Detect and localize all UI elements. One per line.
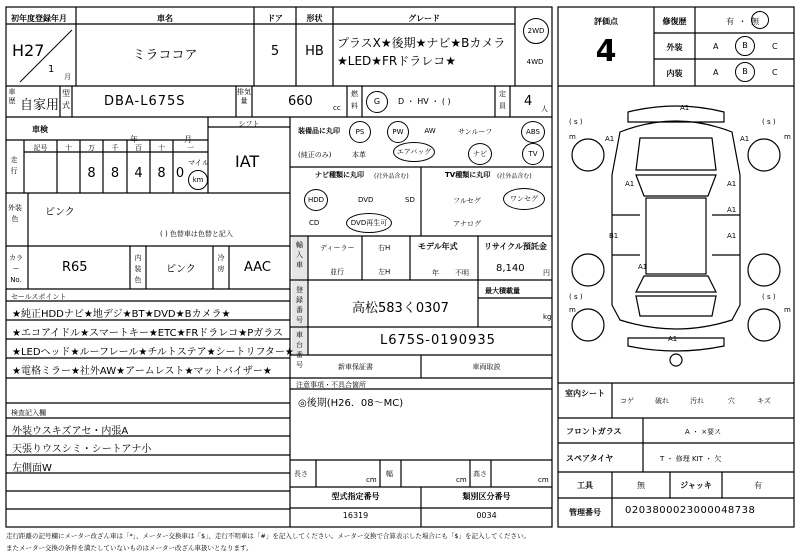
svg-text:( s ): ( s ) xyxy=(762,293,776,301)
svg-text:( s ): ( s ) xyxy=(762,118,776,126)
inspector-note: 天張りウスシミ・シートアナ小 xyxy=(12,444,152,455)
diagram-mark: A1 xyxy=(727,180,737,188)
spare-tire-label: スペアタイヤ xyxy=(566,454,614,463)
mileage-digit: 8 xyxy=(110,166,120,181)
exterior-grade-b-circled: B xyxy=(735,36,755,56)
svg-text:m: m xyxy=(784,306,791,314)
car-name-label: 車名 xyxy=(157,14,173,23)
ac-label: 冷房 xyxy=(217,254,225,273)
import-label: 輸入車 xyxy=(296,241,303,269)
navi-hdd-circled: HDD xyxy=(304,189,328,211)
chassis-label: 車台番号 xyxy=(296,331,303,369)
unit-man: 万 xyxy=(88,144,95,152)
body-type-label: 形状 xyxy=(306,14,323,23)
spare-tire-options: T ・ 修理 KIT ・ 欠 xyxy=(660,455,722,463)
new-car-warranty: 新車保証書 xyxy=(338,363,373,371)
height-cm: cm xyxy=(538,476,549,484)
sales-line: ★エコアイドル★スマートキー★ETC★FRドラレコ★Pガラス xyxy=(12,328,283,339)
color-code-label: カラーNo. xyxy=(9,254,23,284)
equip-airbag-circled: エアバッグ xyxy=(393,142,435,162)
grade-label: グレード xyxy=(408,14,440,23)
svg-text:m: m xyxy=(784,133,791,141)
jack-value: 有 xyxy=(754,481,762,490)
tv-small: (社外品含む) xyxy=(497,173,532,180)
repair-history-label: 修復歴 xyxy=(662,17,687,26)
management-number: 0203800023000048738 xyxy=(625,505,756,516)
grade: プラスX★後期★ナビ★Bカメラ★LED★FRドラレコ★ xyxy=(337,36,506,68)
inspection-month-unit: 月 xyxy=(184,135,192,144)
equipment-sub-label: (純正のみ) xyxy=(298,151,332,159)
doors: 5 xyxy=(270,44,280,59)
exterior-label: 外装 xyxy=(666,43,683,52)
mileage-digit: 8 xyxy=(87,166,96,181)
model-label: 型式 xyxy=(62,89,70,110)
front-glass-options: A ・ ×要ス xyxy=(685,428,722,436)
height-label: 高さ xyxy=(473,470,487,478)
shift-label: シフト xyxy=(238,120,260,128)
ac-value: AAC xyxy=(244,260,271,275)
model-year-value: 不明 xyxy=(455,269,469,277)
capacity-unit: 人 xyxy=(541,105,548,113)
length-label: 長さ xyxy=(294,470,308,478)
reg-month: 1 xyxy=(48,64,55,75)
width-label: 幅 xyxy=(386,470,393,478)
repair-none-circle xyxy=(751,11,769,29)
drive-4wd: 4WD xyxy=(526,58,544,66)
mileage-digit: 8 xyxy=(157,166,166,181)
mile-label: マイル xyxy=(188,159,209,167)
equip-aw: AW xyxy=(424,127,436,135)
mileage-digit: 4 xyxy=(134,166,143,181)
sales-line: ★LEDヘッド★ルーフレール★チルトステア★シートリフター★ xyxy=(12,347,294,358)
model-year-unit: 年 xyxy=(432,269,439,277)
equip-pw-circled: PW xyxy=(387,121,409,143)
exterior-color: ピンク xyxy=(45,207,75,218)
diagram-mark: B1 xyxy=(609,232,619,240)
equip-ps-circled: PS xyxy=(349,121,371,143)
interior-label: 内装 xyxy=(666,69,683,78)
fuel-gasoline-circled: G xyxy=(366,91,388,113)
score-value: 4 xyxy=(595,34,617,69)
designation-label: 型式指定番号 xyxy=(331,492,380,501)
km-circled: km xyxy=(188,170,208,190)
doors-label: ドア xyxy=(267,14,283,23)
category-label: 類別区分番号 xyxy=(462,492,511,501)
svg-text:m: m xyxy=(569,133,576,141)
seat-burn: コゲ xyxy=(620,397,634,405)
mileage-digit: 0 xyxy=(175,166,185,181)
max-load-label: 最大積載量 xyxy=(485,287,520,295)
color-code: R65 xyxy=(62,260,88,275)
exterior-grade-c: C xyxy=(772,42,778,51)
diagram-mark: A1 xyxy=(605,135,615,143)
body-type: HB xyxy=(305,44,324,59)
interior-color-label: 内装色 xyxy=(134,254,142,284)
right-hand-drive: 右H xyxy=(378,244,391,252)
cc-unit: cc xyxy=(333,104,341,112)
capacity-label: 定員 xyxy=(499,90,506,110)
diagram-mark: A1 xyxy=(727,206,737,214)
svg-text:( s ): ( s ) xyxy=(569,118,583,126)
interior-grade-c: C xyxy=(772,68,778,77)
unit-sen: 千 xyxy=(111,144,119,152)
equip-navi-circled: ナビ xyxy=(468,143,492,165)
vehicle-manual: 車両取説 xyxy=(472,363,501,371)
chassis-number: L675S-0190935 xyxy=(380,333,496,348)
diagram-mark: A1 xyxy=(727,232,737,240)
exterior-grade-a: A xyxy=(713,42,719,51)
import-parallel: 並行 xyxy=(330,268,344,276)
jack-label: ジャッキ xyxy=(680,481,712,490)
diagram-mark: A1 xyxy=(680,104,690,112)
registration-label: 登録番号 xyxy=(296,286,303,324)
unit-hyaku: 百 xyxy=(135,144,142,152)
designation-number: 16319 xyxy=(342,511,369,520)
sales-line: ★電格ミラー★社外AW★アームレスト★マットバイザー★ xyxy=(12,366,272,377)
reg-year-label: 初年度登録年月 xyxy=(11,14,67,23)
color-change-note: ( ) 色替車は色替と記入 xyxy=(160,230,233,238)
fuel-other-options: D ・ HV ・ ( ) xyxy=(398,97,451,106)
seat-dirt: 汚れ xyxy=(690,397,704,405)
import-dealer: ディーラー xyxy=(320,244,355,252)
svg-text:( s ): ( s ) xyxy=(569,293,583,301)
mileage-label: 走行 xyxy=(10,156,18,175)
sales-points-label: セールスポイント xyxy=(11,293,67,301)
yen-unit: 円 xyxy=(543,269,550,277)
kg-unit: kg xyxy=(543,313,552,321)
equip-sunroof: サンルーフ xyxy=(458,128,493,136)
interior-grade-b-circled: B xyxy=(735,62,755,82)
tools-value: 無 xyxy=(637,481,645,490)
diagram-mark: A1 xyxy=(638,263,648,271)
seat-tear: 破れ xyxy=(655,397,669,405)
drive-2wd-circled: 2WD xyxy=(523,18,549,44)
unit-ju2: 十 xyxy=(158,144,165,152)
navi-dvd: DVD xyxy=(358,196,374,204)
car-name: ミラココア xyxy=(132,48,198,63)
front-glass-label: フロントガラス xyxy=(566,427,622,436)
equip-abs-circled: ABS xyxy=(521,121,545,143)
notices-label: 注意事項・不具合箇所 xyxy=(296,381,366,389)
navi-cd: CD xyxy=(309,219,320,227)
seat-hole: 穴 xyxy=(728,397,735,405)
interior-grade-a: A xyxy=(713,68,719,77)
diagram-mark: A1 xyxy=(625,180,635,188)
notices-text: ◎後期(H26．08〜MC) xyxy=(298,398,404,409)
tv-oneseg-circled: ワンセグ xyxy=(503,188,545,210)
displacement: 660 xyxy=(288,94,313,109)
navi-type-label: ナビ種類に丸印 xyxy=(315,171,364,179)
recycle-value: 8,140 xyxy=(496,263,525,274)
equip-tv-circled: TV xyxy=(522,143,544,165)
width-cm: cm xyxy=(456,476,467,484)
inspector-note: 外装ウスキズアセ・内張A xyxy=(12,426,129,437)
repair-history-options: 有 ・ 無 xyxy=(726,17,761,26)
equip-leather: 本革 xyxy=(352,151,366,159)
displacement-label: 排気量 xyxy=(237,88,251,105)
interior-seat-label: 室内シート xyxy=(565,389,605,398)
footer-line-2: またメーター交換の条件を満たしていないものはメーター改ざん車扱いとなります。 xyxy=(6,544,253,552)
svg-text:m: m xyxy=(569,306,576,314)
tv-analog: アナログ xyxy=(453,220,481,228)
fuel-label: 燃料 xyxy=(351,90,358,110)
capacity: 4 xyxy=(524,94,533,109)
tv-fullseg: フルセグ xyxy=(453,197,481,205)
length-cm: cm xyxy=(366,476,377,484)
inspector-note: 左側面W xyxy=(12,463,52,474)
exterior-color-label: 外装色 xyxy=(8,204,22,223)
diagram-mark: A1 xyxy=(668,335,678,343)
interior-color: ピンク xyxy=(166,264,196,275)
management-label: 管理番号 xyxy=(569,508,601,517)
left-hand-drive: 左H xyxy=(378,268,391,276)
month-unit: 月 xyxy=(64,73,71,81)
footer-line-1: 走行距離の記号欄にメーター改ざん車は「*」、メーター交換車は「$」、走行不明車は「#」を記入してください。メーター交換で合算表示した場合にも「$」を記入してください。 xyxy=(6,532,530,540)
registration-number: 高松583く0307 xyxy=(352,301,449,316)
inspection-label: 車検 xyxy=(32,125,48,134)
shift-value: IAT xyxy=(235,152,260,171)
sales-line: ★純正HDDナビ★地デジ★BT★DVD★Bカメラ★ xyxy=(12,309,231,320)
usage: 自家用 xyxy=(20,98,60,113)
tv-type-label: TV種類に丸印 xyxy=(445,171,491,179)
inspection-year-unit: 年 xyxy=(130,135,138,144)
unit-ju: 十 xyxy=(65,144,72,152)
inspector-notes-label: 検査記入欄 xyxy=(11,409,46,417)
seat-scratch: キズ xyxy=(757,397,771,405)
tools-label: 工具 xyxy=(577,481,593,490)
score-label: 評価点 xyxy=(594,17,618,26)
usage-label: 車歴 xyxy=(8,88,16,105)
category-number: 0034 xyxy=(476,511,497,520)
model-year-label: モデル年式 xyxy=(418,242,458,251)
navi-dvd-playback-circled: DVD再生可 xyxy=(346,213,392,233)
navi-small: (社外品含む) xyxy=(374,173,409,180)
unit-ichi: 一 xyxy=(187,144,194,152)
mileage-mark-label: 記号 xyxy=(33,144,48,152)
navi-sd: SD xyxy=(405,196,415,204)
equipment-label: 装備品に丸印 xyxy=(298,127,340,135)
model: DBA-L675S xyxy=(104,94,186,109)
recycle-label: リサイクル預託金 xyxy=(484,242,547,251)
era-year: H27 xyxy=(12,41,45,60)
diagram-mark: A1 xyxy=(740,135,750,143)
